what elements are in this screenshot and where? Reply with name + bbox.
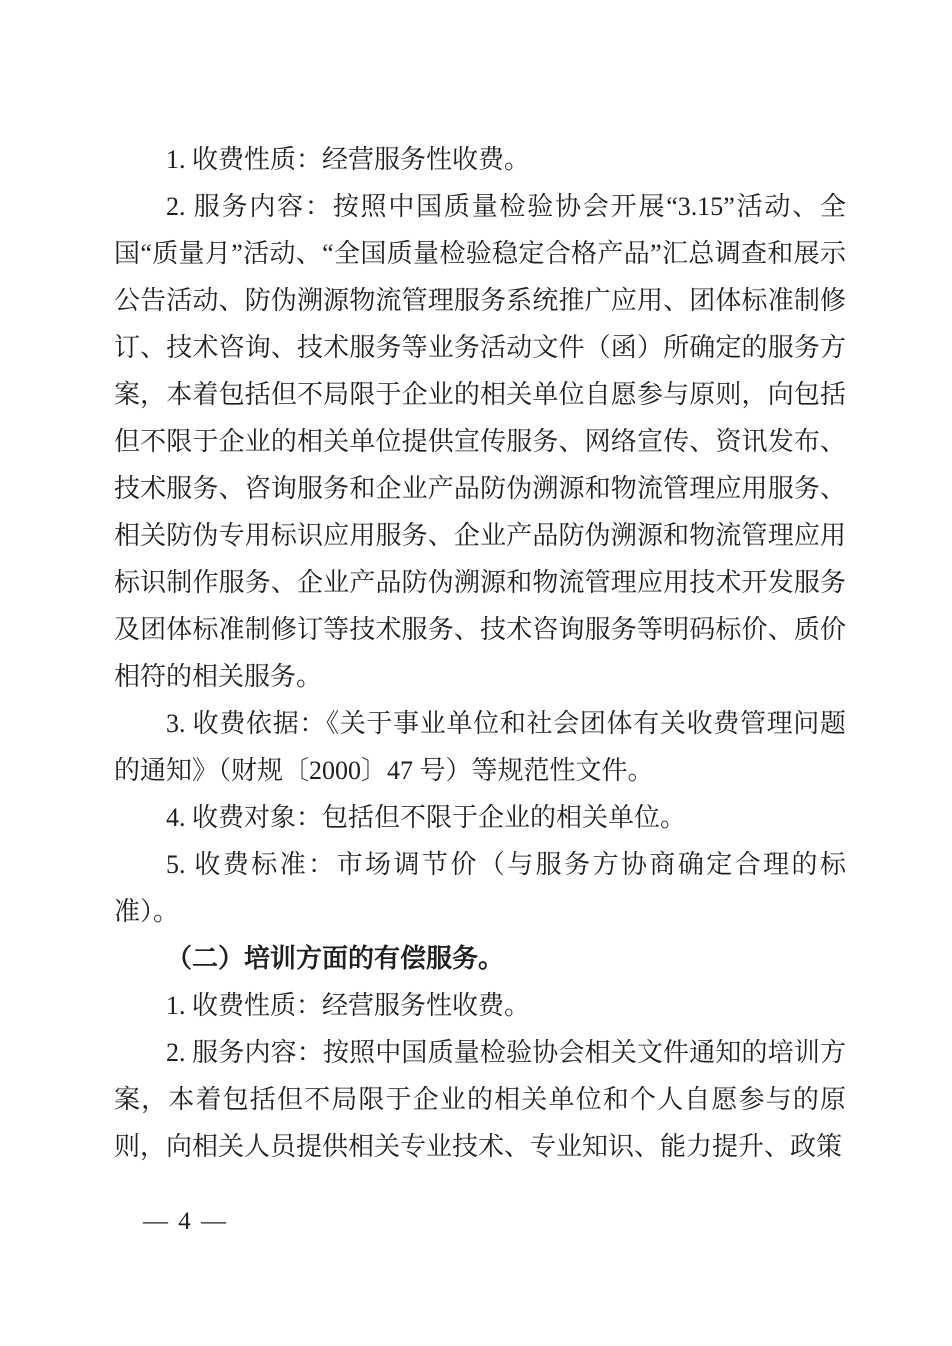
para-5-fee-standard: 5. 收费标准：市场调节价（与服务方协商确定合理的标准）。 [114, 850, 846, 926]
para-7-service-content-truncated: 2. 服务内容：按照中国质量检验协会相关文件通知的培训方案，本着包括但不局限于企业的相关单位和个人自愿参与的原则，向相关人员提供相关专业技术、专业知识、能力提升、政策 [114, 1038, 846, 1161]
para-4-fee-target: 4. 收费对象：包括但不限于企业的相关单位。 [166, 803, 687, 832]
heading-section-2-training-services: （二）培训方面的有偿服务。 [166, 944, 505, 973]
document-body [114, 136, 846, 1170]
para-1-fee-nature: 1. 收费性质：经营服务性收费。 [166, 145, 531, 174]
para-2-service-content: 2. 服务内容：按照中国质量检验协会开展“3.15”活动、全国“质量月”活动、“全国质量检验稳定合格产品”汇总调查和展示公告活动、防伪溯源物流管理服务系统推广应用、团体标准制修订、技术咨询、技术服务等业务活动文件（函）所确定的服务方案，本着包括但不局限于企业的相关单位自愿参与原则，向包括但不限于企业的相关单位提供宣传服务、网络宣传、资讯发布、技术服务、咨询服务和企业产品防伪溯源和物流管理应用服务、相关防伪专用标识应用服务、企业产品防伪溯源和物流管理应用标识制作服务、企业产品防伪溯源和物流管理应用技术开发服务及团体标准制修订等技术服务、技术咨询服务等明码标价、质价相符的相关服务。 [114, 192, 846, 691]
para-3-fee-basis: 3. 收费依据：《关于事业单位和社会团体有关收费管理问题的通知》（财规〔2000〕47 号）等规范性文件。 [114, 709, 846, 785]
para-6-fee-nature: 1. 收费性质：经营服务性收费。 [166, 991, 531, 1020]
page-number: — 4 — [143, 1208, 228, 1235]
